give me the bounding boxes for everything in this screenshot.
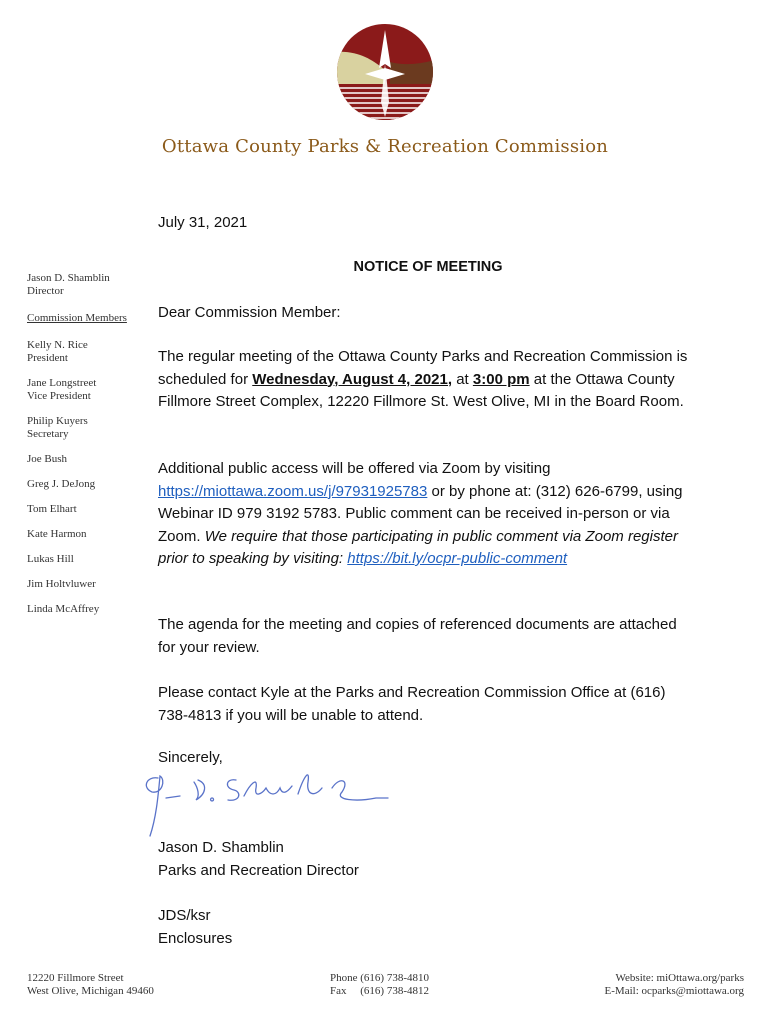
signature-block — [158, 837, 698, 882]
p1-text-3: at the Ottawa County Fillmore Street Complex, 12220 Fillmore St. West Olive, MI in the Board Room. — [158, 370, 684, 410]
member-entry — [27, 377, 142, 403]
signer-name: Jason D. Shamblin — [158, 839, 284, 856]
director-name: Jason D. Shamblin — [27, 272, 110, 284]
notice-title-text: NOTICE OF MEETING — [353, 259, 503, 275]
member-role: Secretary — [27, 428, 69, 440]
member-role: Vice President — [27, 390, 91, 402]
fax-number: Fax (616) 738-4812 — [330, 985, 429, 997]
p2-italic-text: We require that those participating in public comment via Zoom register prior to speaking by visiting: — [158, 527, 678, 567]
email-address: E-Mail: ocparks@miottawa.org — [604, 985, 744, 997]
zoom-paragraph — [158, 458, 698, 571]
public-comment-link[interactable]: https://bit.ly/ocpr-public-comment — [347, 550, 568, 567]
handwritten-signature — [136, 758, 396, 842]
sidebar-roster — [27, 272, 142, 628]
p1-text-1: The regular meeting of the Ottawa County Parks and Recreation Commission is scheduled for — [158, 348, 688, 388]
member-name: Greg J. DeJong — [27, 478, 96, 490]
member-entry — [27, 453, 142, 466]
member-entry — [27, 478, 142, 491]
reference-initials: JDS/ksr — [158, 907, 211, 924]
letter-date: July 31, 2021 — [158, 214, 248, 231]
member-entry — [27, 415, 142, 441]
member-name: Joe Bush — [27, 453, 68, 465]
member-entry — [27, 603, 142, 616]
p2-text-2: or by phone at: (312) 626-6799, using Webinar ID 979 3192 5783. Public comment can be received in-person or via Zoom. — [158, 482, 683, 545]
member-name: Kelly N. Rice — [27, 339, 88, 351]
ottawa-parks-logo — [335, 22, 435, 122]
member-name: Philip Kuyers — [27, 415, 88, 427]
contact-paragraph: Please contact Kyle at the Parks and Recreation Commission Office at (616) 738-4813 if you will be unable to attend. — [158, 684, 666, 724]
members-header: Commission Members — [27, 312, 127, 324]
agenda-paragraph: The agenda for the meeting and copies of referenced documents are attached for your review. — [158, 616, 677, 656]
organization-name: Ottawa County Parks & Recreation Commission — [161, 136, 609, 157]
address-line-2: West Olive, Michigan 49460 — [27, 985, 154, 997]
closing: Sincerely, — [158, 749, 223, 766]
member-name: Jim Holtvluwer — [27, 578, 96, 590]
p1-text-2: at — [452, 370, 473, 388]
p2-text-1: Additional public access will be offered via Zoom by visiting — [158, 460, 551, 477]
member-name: Tom Elhart — [27, 503, 77, 515]
zoom-link[interactable]: https://miottawa.zoom.us/j/97931925783 — [158, 482, 428, 500]
member-name: Lukas Hill — [27, 553, 74, 565]
member-entry — [27, 339, 142, 365]
signer-title: Parks and Recreation Director — [158, 861, 359, 879]
member-entry — [27, 578, 142, 591]
footer-phone — [330, 972, 429, 998]
member-entry — [27, 503, 142, 516]
meeting-paragraph — [158, 346, 698, 414]
director-block — [27, 272, 142, 298]
footer-web — [605, 972, 744, 998]
enclosures-note: Enclosures — [158, 929, 233, 947]
website: Website: miOttawa.org/parks — [615, 972, 744, 984]
meeting-date: Wednesday, August 4, 2021, — [252, 370, 453, 388]
director-title: Director — [27, 285, 64, 297]
member-name: Linda McAffrey — [27, 603, 100, 615]
meeting-time: 3:00 pm — [472, 370, 530, 388]
phone-number: Phone (616) 738-4810 — [330, 972, 429, 984]
address-line-1: 12220 Fillmore Street — [27, 972, 124, 984]
member-name: Kate Harmon — [27, 528, 87, 540]
footer-address — [27, 972, 154, 998]
member-name: Jane Longstreet — [27, 377, 97, 389]
initials-block — [158, 905, 698, 950]
member-role: President — [27, 352, 68, 364]
member-entry — [27, 553, 142, 566]
notice-title — [158, 258, 698, 276]
member-entry — [27, 528, 142, 541]
greeting: Dear Commission Member: — [158, 304, 341, 321]
